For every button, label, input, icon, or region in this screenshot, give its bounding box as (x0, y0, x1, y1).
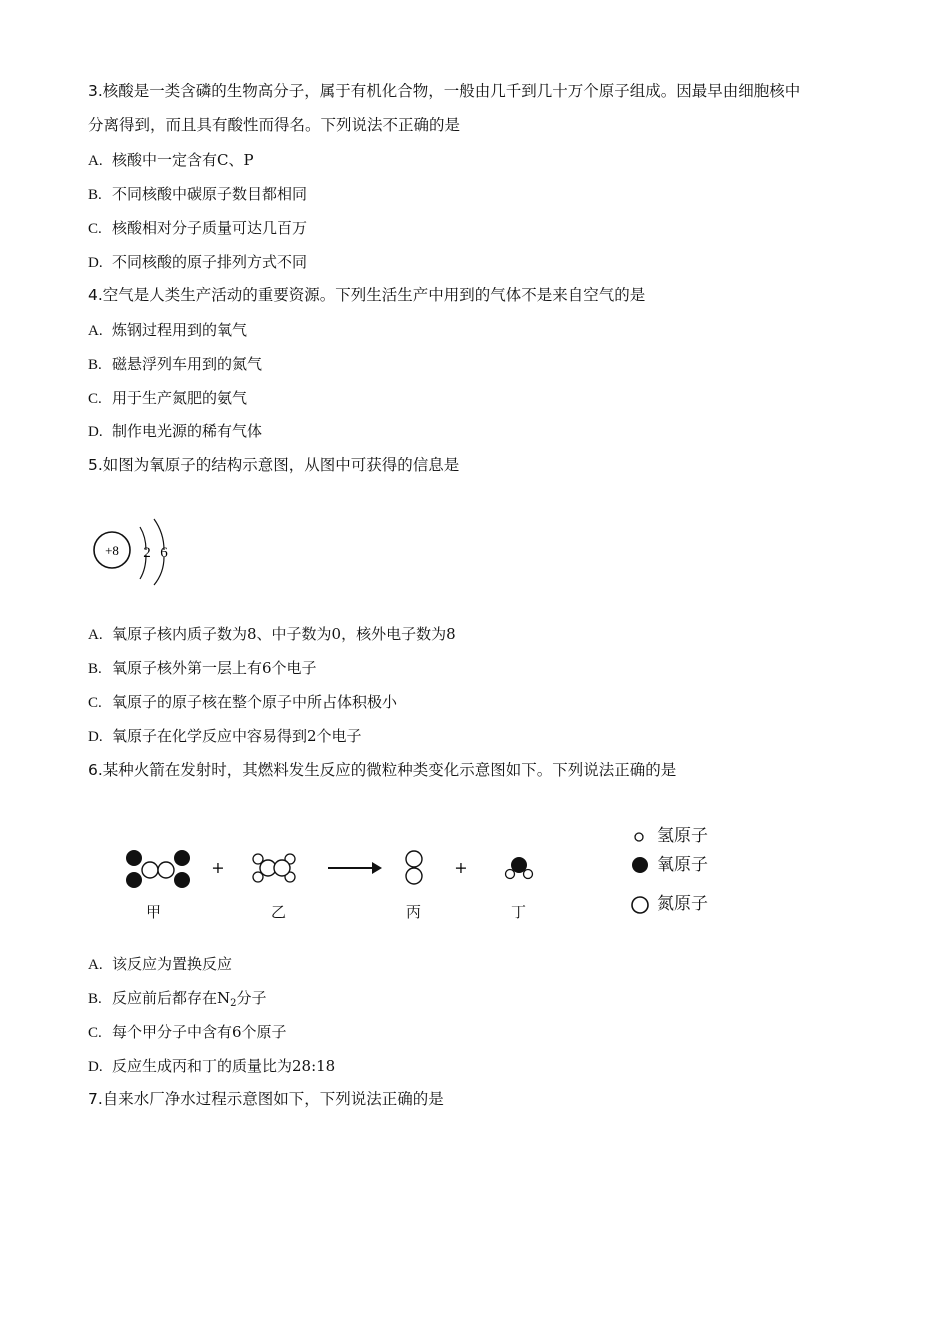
legend-nitrogen-symbol (632, 897, 648, 913)
question-7: 7.自来水厂净水过程示意图如下，下列说法正确的是 (88, 1090, 444, 1108)
question-6-number: 6. (88, 761, 103, 779)
plus-sign-2: + (454, 858, 468, 877)
question-7-number: 7. (88, 1090, 103, 1108)
legend-hydrogen-label: 氢原子 (657, 826, 708, 846)
legend-oxygen-symbol (632, 857, 648, 873)
q6-option-c: C. 每个甲分子中含有6个原子 (88, 1023, 287, 1041)
q6-option-b: B. 反应前后都存在$N_2$分子 (88, 989, 267, 1009)
q5-option-b: B. 氧原子核外第一层上有6个电子 (88, 659, 317, 677)
molecule-bing (406, 851, 422, 884)
question-5: 5.如图为氧原子的结构示意图，从图中可获得的信息是 (88, 456, 460, 474)
legend-hydrogen-symbol (635, 833, 643, 841)
shell-2-lower-arc (154, 557, 164, 585)
molecule-jia (126, 850, 190, 888)
q3-option-a: A. 核酸中一定含有C、P (88, 151, 254, 169)
q4-option-d: D. 制作电光源的稀有气体 (88, 422, 263, 440)
q3-option-b: B. 不同核酸中碳原子数目都相同 (88, 185, 308, 203)
q4-option-c: C. 用于生产氮肥的氨气 (88, 389, 248, 407)
q4-option-b: B. 磁悬浮列车用到的氮气 (88, 355, 263, 373)
nucleus-charge: +8 (105, 543, 119, 558)
q6-option-a: A. 该反应为置换反应 (88, 955, 233, 973)
question-4-number: 4. (88, 286, 103, 304)
shell-1-electrons: 2 (143, 545, 151, 561)
plus-sign-1: + (211, 858, 225, 877)
legend-oxygen-label: 氧原子 (657, 855, 708, 875)
label-ding: 丁 (511, 903, 527, 921)
question-3-line2: 分离得到，而且具有酸性而得名。下列说法不正确的是 (88, 116, 461, 134)
q5-option-a: A. 氧原子核内质子数为8、中子数为0，核外电子数为8 (88, 625, 456, 643)
molecule-ding (506, 857, 533, 879)
label-yi: 乙 (271, 903, 287, 921)
q4-option-a: A. 炼钢过程用到的氧气 (88, 321, 248, 339)
reaction-arrow (328, 862, 382, 874)
q3-option-c: C. 核酸相对分子质量可达几百万 (88, 219, 308, 237)
reaction-diagram (110, 815, 740, 935)
question-5-number: 5. (88, 456, 103, 474)
q5-option-c: C. 氧原子的原子核在整个原子中所占体积极小 (88, 693, 398, 711)
q5-option-d: D. 氧原子在化学反应中容易得到2个电子 (88, 727, 362, 745)
question-3-line1: 3.核酸是一类含磷的生物高分子，属于有机化合物，一般由几千到几十万个原子组成。因最早由细胞核中 (88, 82, 801, 100)
molecule-yi (253, 854, 295, 882)
subscript-2: 2 (230, 998, 237, 1009)
legend-nitrogen-label: 氮原子 (657, 894, 708, 914)
q6-option-d: D. 反应生成丙和丁的质量比为28:18 (88, 1057, 336, 1075)
q3-option-d: D. 不同核酸的原子排列方式不同 (88, 253, 308, 271)
oxygen-atom-diagram (88, 515, 178, 590)
question-4: 4.空气是人类生产活动的重要资源。下列生活生产中用到的气体不是来自空气的是 (88, 286, 646, 304)
question-6: 6.某种火箭在发射时，其燃料发生反应的微粒种类变化示意图如下。下列说法正确的是 (88, 761, 677, 779)
shell-2-electrons: 6 (160, 545, 168, 561)
label-jia: 甲 (146, 903, 162, 921)
question-3-number: 3. (88, 82, 103, 100)
label-bing: 丙 (406, 903, 422, 921)
